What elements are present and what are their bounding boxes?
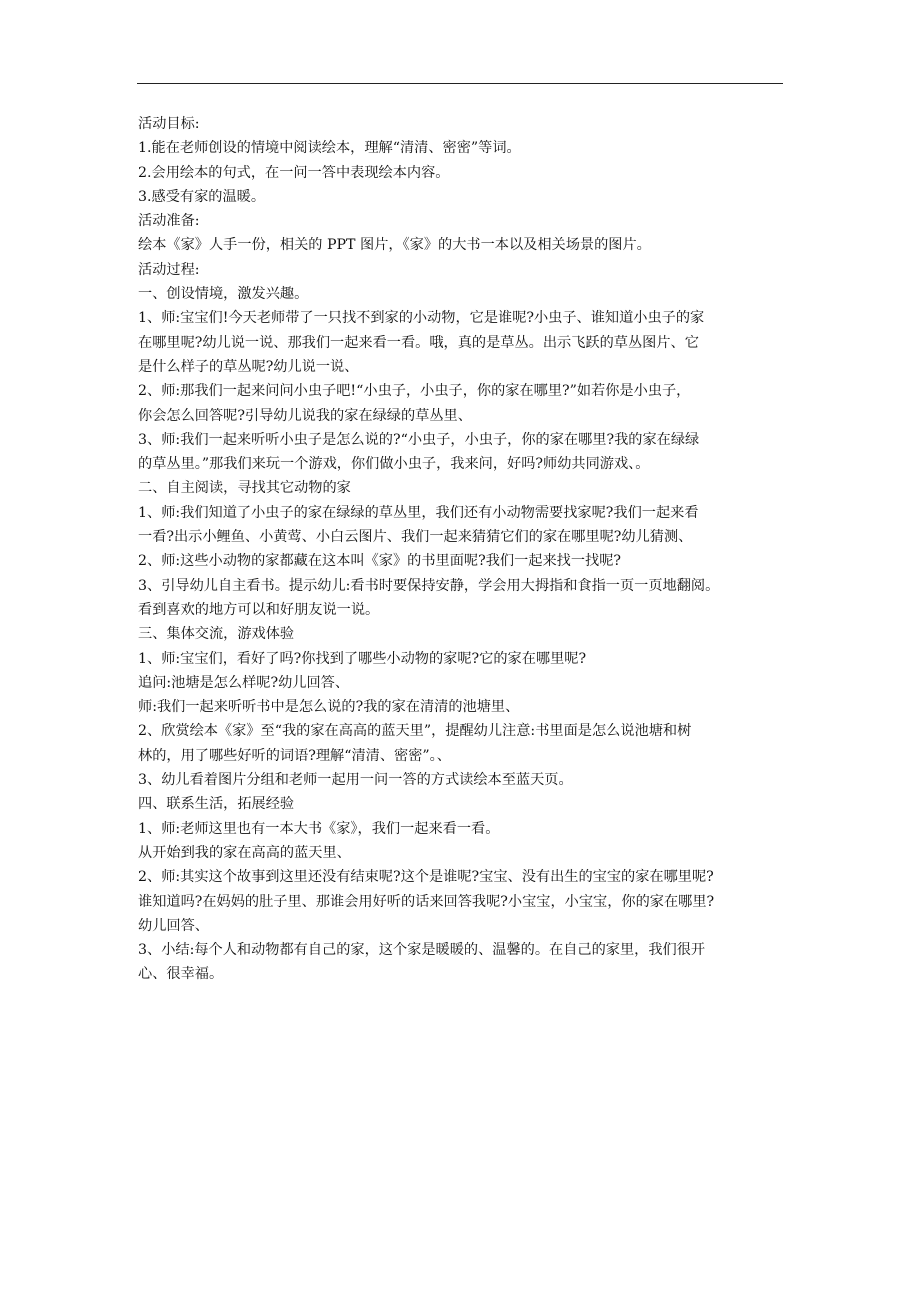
- text-line: 看到喜欢的地方可以和好朋友说一说。: [138, 601, 380, 618]
- text-line: 一、创设情境，激发兴趣。: [138, 286, 309, 303]
- text-line: 3.感受有家的温暖。: [138, 188, 266, 205]
- text-line: 绘本《家》人手一份，相关的 PPT 图片，《家》的大书一本以及相关场景的图片。: [138, 237, 651, 254]
- text-line: 1、师:老师这里也有一本大书《家》，我们一起来看一看。: [138, 820, 500, 837]
- text-line: 3、小结:每个人和动物都有自己的家，这个家是暖暖的、温馨的。在自己的家里，我们很开: [138, 942, 706, 959]
- text-line: 是什么样子的草丛呢?幼儿说一说、: [138, 358, 359, 375]
- text-line: 一看?出示小鲤鱼、小黄莺、小白云图片、我们一起来猜猜它们的家在哪里呢?幼儿猜测、: [138, 529, 693, 546]
- text-line: 2、师:其实这个故事到这里还没有结束呢?这个是谁呢?宝宝、没有出生的宝宝的家在哪里呢?: [138, 869, 714, 886]
- text-line: 2、师:这些小动物的家都藏在这本叫《家》的书里面呢?我们一起来找一找呢?: [138, 553, 622, 570]
- text-line: 的草丛里。”那我们来玩一个游戏，你们做小虫子，我来问，好吗?师幼共同游戏、。: [138, 456, 650, 473]
- text-line: 2、欣赏绘本《家》至“我的家在高高的蓝天里”，提醒幼儿注意:书里面是怎么说池塘和树: [138, 723, 692, 740]
- text-line: 师:我们一起来听听书中是怎么说的?我的家在清清的池塘里、: [138, 699, 520, 716]
- text-line: 林的，用了哪些好听的词语?理解“清清、密密”。、: [138, 747, 451, 764]
- lesson-plan-text: [138, 112, 786, 987]
- text-line: 3、幼儿看着图片分组和老师一起用一问一答的方式读绘本至蓝天页。: [138, 772, 573, 789]
- text-line: 1、师:宝宝们，看好了吗?你找到了哪些小动物的家呢?它的家在哪里呢?: [138, 650, 587, 667]
- text-line: 1、师:宝宝们!今天老师带了一只找不到家的小动物，它是谁呢?小虫子、谁知道小虫子的家: [138, 310, 705, 327]
- text-line: 1.能在老师创设的情境中阅读绘本，理解“清清、密密”等词。: [138, 140, 521, 157]
- text-line: 幼儿回答、: [138, 917, 209, 934]
- text-line: 3、师:我们一起来听听小虫子是怎么说的?“小虫子，小虫子，你的家在哪里?我的家在绿绿: [138, 431, 700, 448]
- header-rule: [137, 83, 783, 84]
- text-line: 在哪里呢?幼儿说一说、那我们一起来看一看。哦，真的是草丛。出示飞跃的草丛图片、它: [138, 334, 699, 351]
- text-line: 活动目标:: [138, 116, 200, 132]
- text-line: 3、引导幼儿自主看书。提示幼儿:看书时要保持安静，学会用大拇指和食指一页一页地翻阅。: [138, 577, 720, 594]
- text-line: 你会怎么回答呢?引导幼儿说我的家在绿绿的草丛里、: [138, 407, 472, 424]
- text-line: 2、师:那我们一起来问问小虫子吧!“小虫子，小虫子，你的家在哪里?”如若你是小虫子，: [138, 383, 691, 400]
- text-line: 三、集体交流，游戏体验: [138, 626, 295, 643]
- text-line: 从开始到我的家在高高的蓝天里、: [138, 844, 351, 861]
- text-line: 四、联系生活，拓展经验: [138, 796, 295, 813]
- text-line: 活动准备:: [138, 213, 200, 230]
- text-line: 活动过程:: [138, 261, 200, 278]
- text-line: 追问:池塘是怎么样呢?幼儿回答、: [138, 674, 350, 691]
- text-line: 二、自主阅读，寻找其它动物的家: [138, 480, 351, 497]
- text-line: 心、很幸福。: [138, 966, 224, 983]
- text-line: 1、师:我们知道了小虫子的家在绿绿的草丛里，我们还有小动物需要找家呢?我们一起来看: [138, 504, 699, 521]
- text-line: 2.会用绘本的句式，在一问一答中表现绘本内容。: [138, 164, 450, 181]
- text-line: 谁知道吗?在妈妈的肚子里、那谁会用好听的话来回答我呢?小宝宝，小宝宝，你的家在哪里?: [138, 893, 715, 910]
